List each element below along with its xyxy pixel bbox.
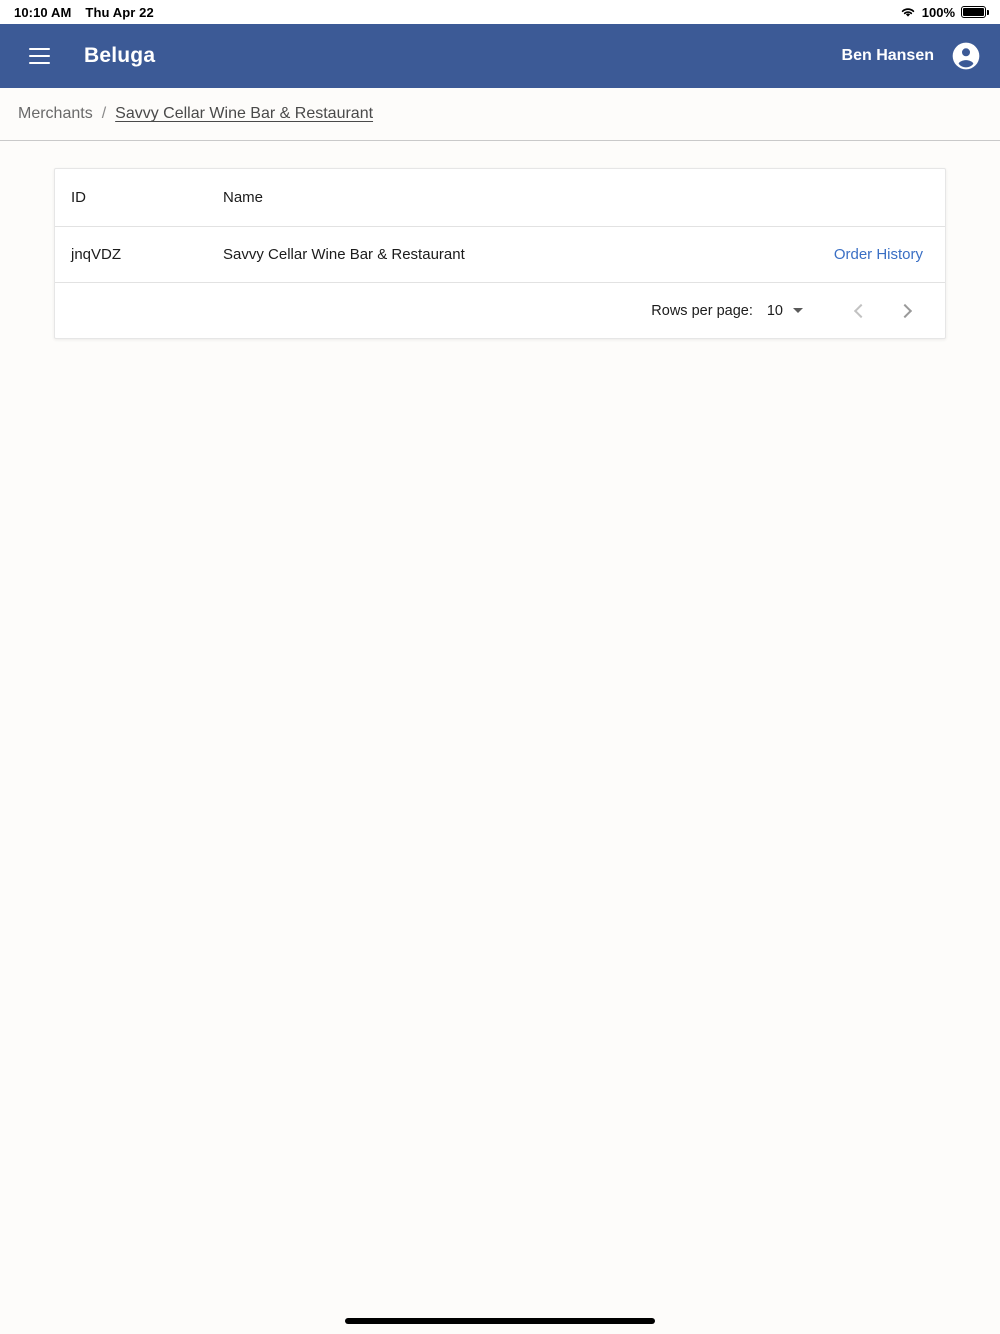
battery-icon <box>961 6 986 18</box>
chevron-right-icon <box>898 303 912 317</box>
table-body <box>55 227 945 283</box>
home-indicator <box>345 1318 655 1324</box>
table-header-row <box>55 169 945 227</box>
account-circle-icon[interactable] <box>950 40 982 72</box>
wifi-icon <box>900 6 916 18</box>
app-bar <box>0 24 1000 88</box>
table-header <box>55 169 945 227</box>
previous-page-button[interactable] <box>839 289 883 333</box>
rows-per-page-label: Rows per page: <box>651 302 753 319</box>
table-pagination <box>55 283 945 338</box>
user-name-label: Ben Hansen <box>841 47 934 64</box>
status-bar-right <box>900 5 986 20</box>
rows-per-page-value: 10 <box>766 302 783 319</box>
status-bar-time: 10:10 AM <box>14 4 72 20</box>
battery-percent-label: 100% <box>921 4 955 20</box>
next-page-button[interactable] <box>883 289 927 333</box>
app-title: Beluga <box>84 44 156 67</box>
status-bar-date: Thu Apr 22 <box>85 4 154 20</box>
chevron-down-icon <box>793 308 803 313</box>
breadcrumb-item-current[interactable]: Savvy Cellar Wine Bar & Restaurant <box>115 105 374 122</box>
hamburger-menu-icon[interactable] <box>18 35 60 77</box>
cell-merchant-id: jnqVDZ <box>55 227 207 283</box>
column-header-actions <box>745 169 945 227</box>
ios-status-bar <box>0 0 1000 24</box>
column-header-id: ID <box>55 169 207 227</box>
chevron-left-icon <box>854 303 868 317</box>
merchant-table-card <box>54 168 946 339</box>
app-bar-actions <box>842 40 982 72</box>
merchant-table <box>55 169 945 283</box>
rows-per-page-select[interactable] <box>767 303 803 319</box>
breadcrumb-item-merchants[interactable]: Merchants <box>18 105 93 122</box>
table-row <box>55 227 945 283</box>
order-history-link[interactable]: Order History <box>745 227 945 283</box>
breadcrumb <box>0 88 1000 141</box>
status-bar-left <box>14 5 154 20</box>
cell-merchant-name: Savvy Cellar Wine Bar & Restaurant <box>207 227 745 283</box>
main-content <box>0 141 1000 339</box>
breadcrumb-separator: / <box>101 105 107 122</box>
column-header-name: Name <box>207 169 745 227</box>
